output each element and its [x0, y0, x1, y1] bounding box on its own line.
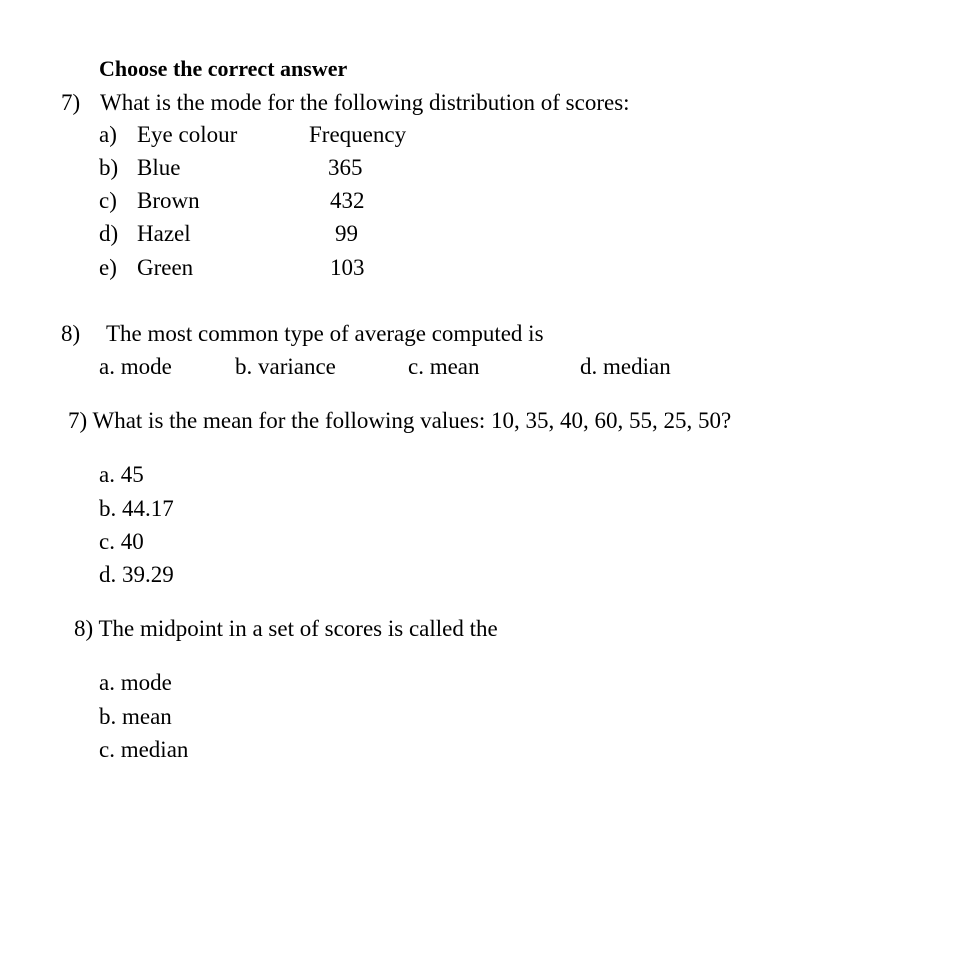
question-number: 7) — [61, 90, 81, 115]
instructions-heading: Choose the correct answer — [99, 56, 348, 81]
option-letter: b) — [99, 155, 119, 180]
answer-option: c. 40 — [99, 529, 144, 554]
row-value: 103 — [330, 255, 365, 280]
column-header-frequency: Frequency — [309, 122, 407, 147]
answer-option: a. mode — [99, 670, 172, 695]
answer-option: c. median — [99, 737, 189, 762]
question-text: 7) What is the mean for the following values: 10, 35, 40, 60, 55, 25, 50? — [68, 408, 732, 433]
option-letter: a) — [99, 122, 117, 147]
row-value: 365 — [328, 155, 363, 180]
row-label: Blue — [137, 155, 181, 180]
answer-option: b. mean — [99, 704, 172, 729]
question-number: 8) — [61, 321, 81, 346]
row-label: Brown — [137, 188, 200, 213]
answer-option: a. 45 — [99, 462, 144, 487]
question-text: What is the mode for the following distribution of scores: — [100, 90, 630, 115]
row-label: Green — [137, 255, 194, 280]
row-value: 99 — [335, 221, 358, 246]
answer-option: b. variance — [235, 354, 336, 379]
answer-option: d. 39.29 — [99, 562, 174, 587]
question-text: 8) The midpoint in a set of scores is called the — [74, 616, 498, 641]
option-letter: c) — [99, 188, 117, 213]
answer-option: b. 44.17 — [99, 496, 174, 521]
answer-option: a. mode — [99, 354, 172, 379]
option-letter: d) — [99, 221, 119, 246]
answer-option: c. mean — [408, 354, 480, 379]
column-header-eye-colour: Eye colour — [137, 122, 238, 147]
answer-option: d. median — [580, 354, 671, 379]
option-letter: e) — [99, 255, 117, 280]
row-value: 432 — [330, 188, 365, 213]
question-text: The most common type of average computed is — [106, 321, 544, 346]
row-label: Hazel — [137, 221, 191, 246]
